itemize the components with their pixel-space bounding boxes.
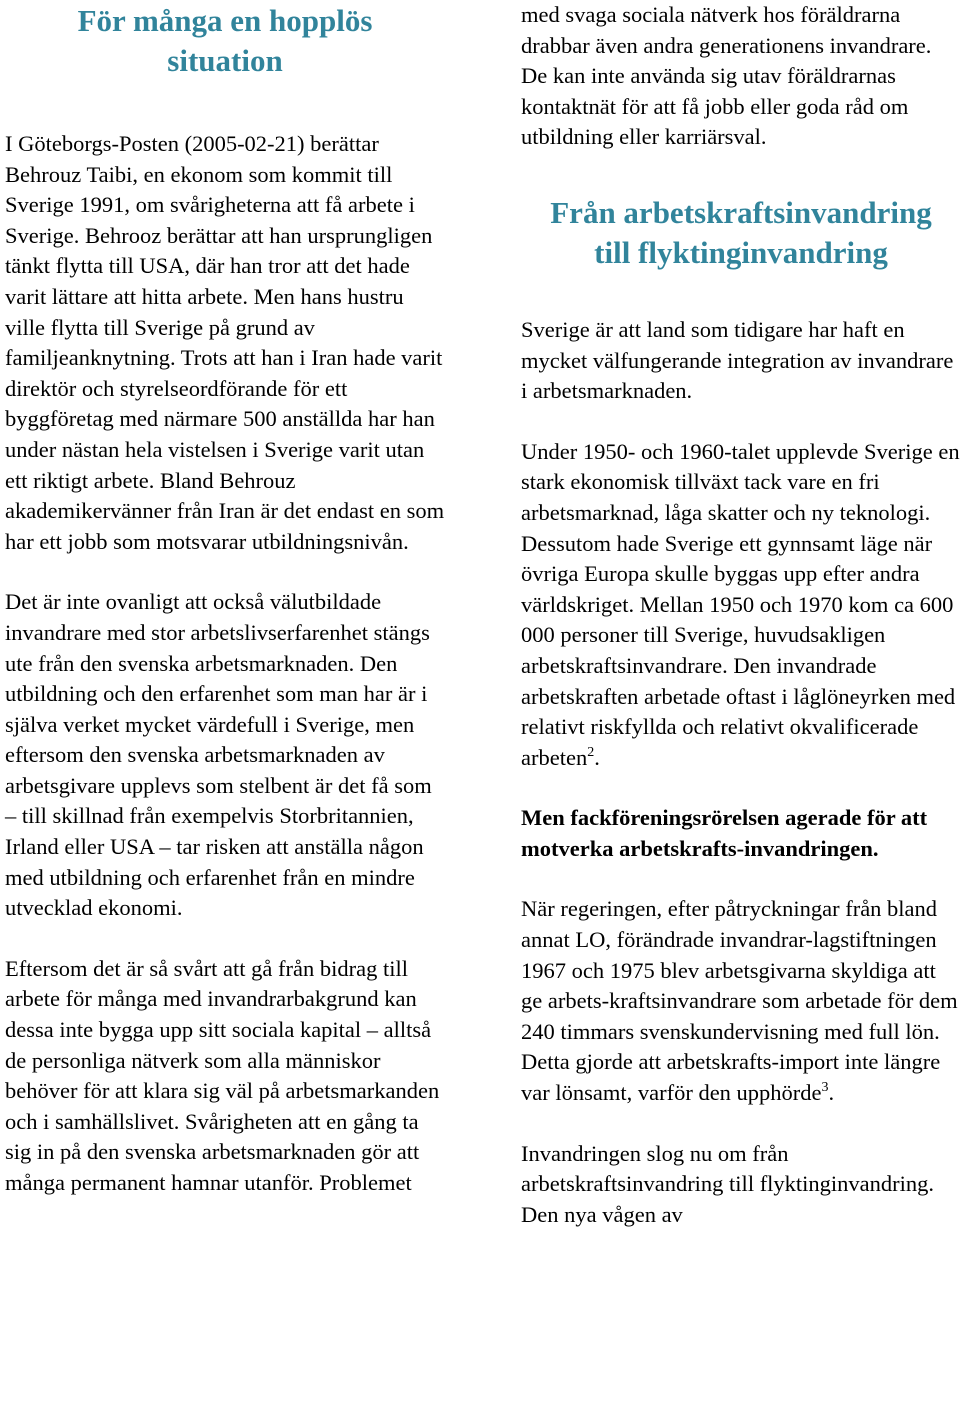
paragraph-union-movement: Men fackföreningsrörelsen agerade för att motverka arbetskrafts-invandringen. — [521, 805, 928, 861]
heading-line-2: till flyktinginvandring — [594, 234, 888, 270]
paragraph-legislation-end: . — [828, 1080, 835, 1106]
paragraph-legislation-text: När regeringen, efter påtryckningar från bland annat LO, förändrade invandrar-lagstiftningen 1967 och 1975 blev arbetsgivarna skyldiga att ge arbets-kraftsinvandrare som arbetade för dem 240 timmars svenskundervisning med full lön. Detta gjorde att arbetskrafts-import inte längre var lönsamt, varför den upphörde — [521, 896, 958, 1106]
paragraph-refugee-wave: Invandringen slog nu om från arbetskraftsinvandring till flyktinginvandring. Den nya vågen av — [521, 1140, 935, 1227]
section-heading-labor-to-refugee — [521, 193, 960, 273]
right-column — [521, 0, 960, 1230]
paragraph-postwar-growth — [521, 437, 960, 774]
paragraph-social-capital: Eftersom det är så svårt att gå från bidrag till arbete för många med invandrarbakgrund kan dessa inte bygga upp sitt sociala kapital – alltså de personliga nätverk som alla människor behöver för att klara sig väl på arbetsmarkanden och i samhällslivet. Svårigheten att en gång ta sig in på den svenska arbetsmarknaden gör att många permanent hamnar utanför. Problemet — [5, 955, 440, 1195]
paragraph-legislation — [521, 894, 960, 1108]
paragraph-behrouz-story: I Göteborgs-Posten (2005-02-21) berättar Behrouz Taibi, en ekonom som kommit till Sverige 1991, om svårigheterna att få arbete i Sverige. Behrooz berättar att han ursprungligen tänkt flytta till USA, där han tror att det hade varit lättare att hitta arbete. Men hans hustru ville flytta till Sverige på grund av familjeanknytning. Trots att han i Iran hade varit direktör och styrelseordförande för ett byggföretag med närmare 500 anställda har han under nästan hela vistelsen i Sverige varit utan ett riktigt arbete. Bland Behrouz akademikervänner från Iran är det endast en som har ett jobb som motsvarar utbildningsnivån. — [5, 131, 445, 554]
footnote-marker-3: 3 — [821, 1080, 829, 1096]
section-heading-hopeless-situation: För många en hopplös situation — [77, 3, 373, 78]
left-column — [5, 0, 445, 1199]
paragraph-postwar-growth-end: . — [594, 744, 600, 770]
paragraph-educated-immigrants: Det är inte ovanligt att också välutbildade invandrare med stor arbetslivserfarenhet stängs ute från den svenska arbetsmarknaden. Den utbildning och den erfarenhet som man har är i själva verket mycket värdefull i Sverige, men eftersom den svenska arbetsmarknaden av arbetsgivare upplevs som stelbent är det få som – till skillnad från exempelvis Storbritannien, Irland eller USA – tar risken att anställa någon med utbildning och erfarenhet från en mindre utvecklad ekonomi. — [5, 589, 432, 921]
paragraph-second-generation: med svaga sociala nätverk hos föräldrarna drabbar även andra generationens invandrare. De kan inte använda sig utav föräldrarnas kontaktnät för att få jobb eller goda råd om utbildning eller karriärsval. — [521, 2, 932, 150]
paragraph-integration-history: Sverige är att land som tidigare har haft en mycket välfungerande integration av invandrare i arbetsmarknaden. — [521, 316, 954, 404]
footnote-marker-2: 2 — [587, 744, 595, 760]
heading-line-1: Från arbetskraftsinvandring — [550, 194, 932, 230]
paragraph-postwar-growth-text: Under 1950- och 1960-talet upplevde Sverige en stark ekonomisk tillväxt tack vare en fri arbetsmarknad, låga skatter och ny teknologi. Dessutom hade Sverige ett gynnsamt läge när övriga Europa skulle byggas upp efter andra världskriget. Mellan 1950 och 1970 kom ca 600 000 personer till Sverige, huvudsakligen arbetskraftsinvandrare. Den invandrade arbetskraften arbetade oftast i låglöneyrken med relativt riskfyllda och relativt okvalificerade arbeten — [521, 438, 960, 770]
